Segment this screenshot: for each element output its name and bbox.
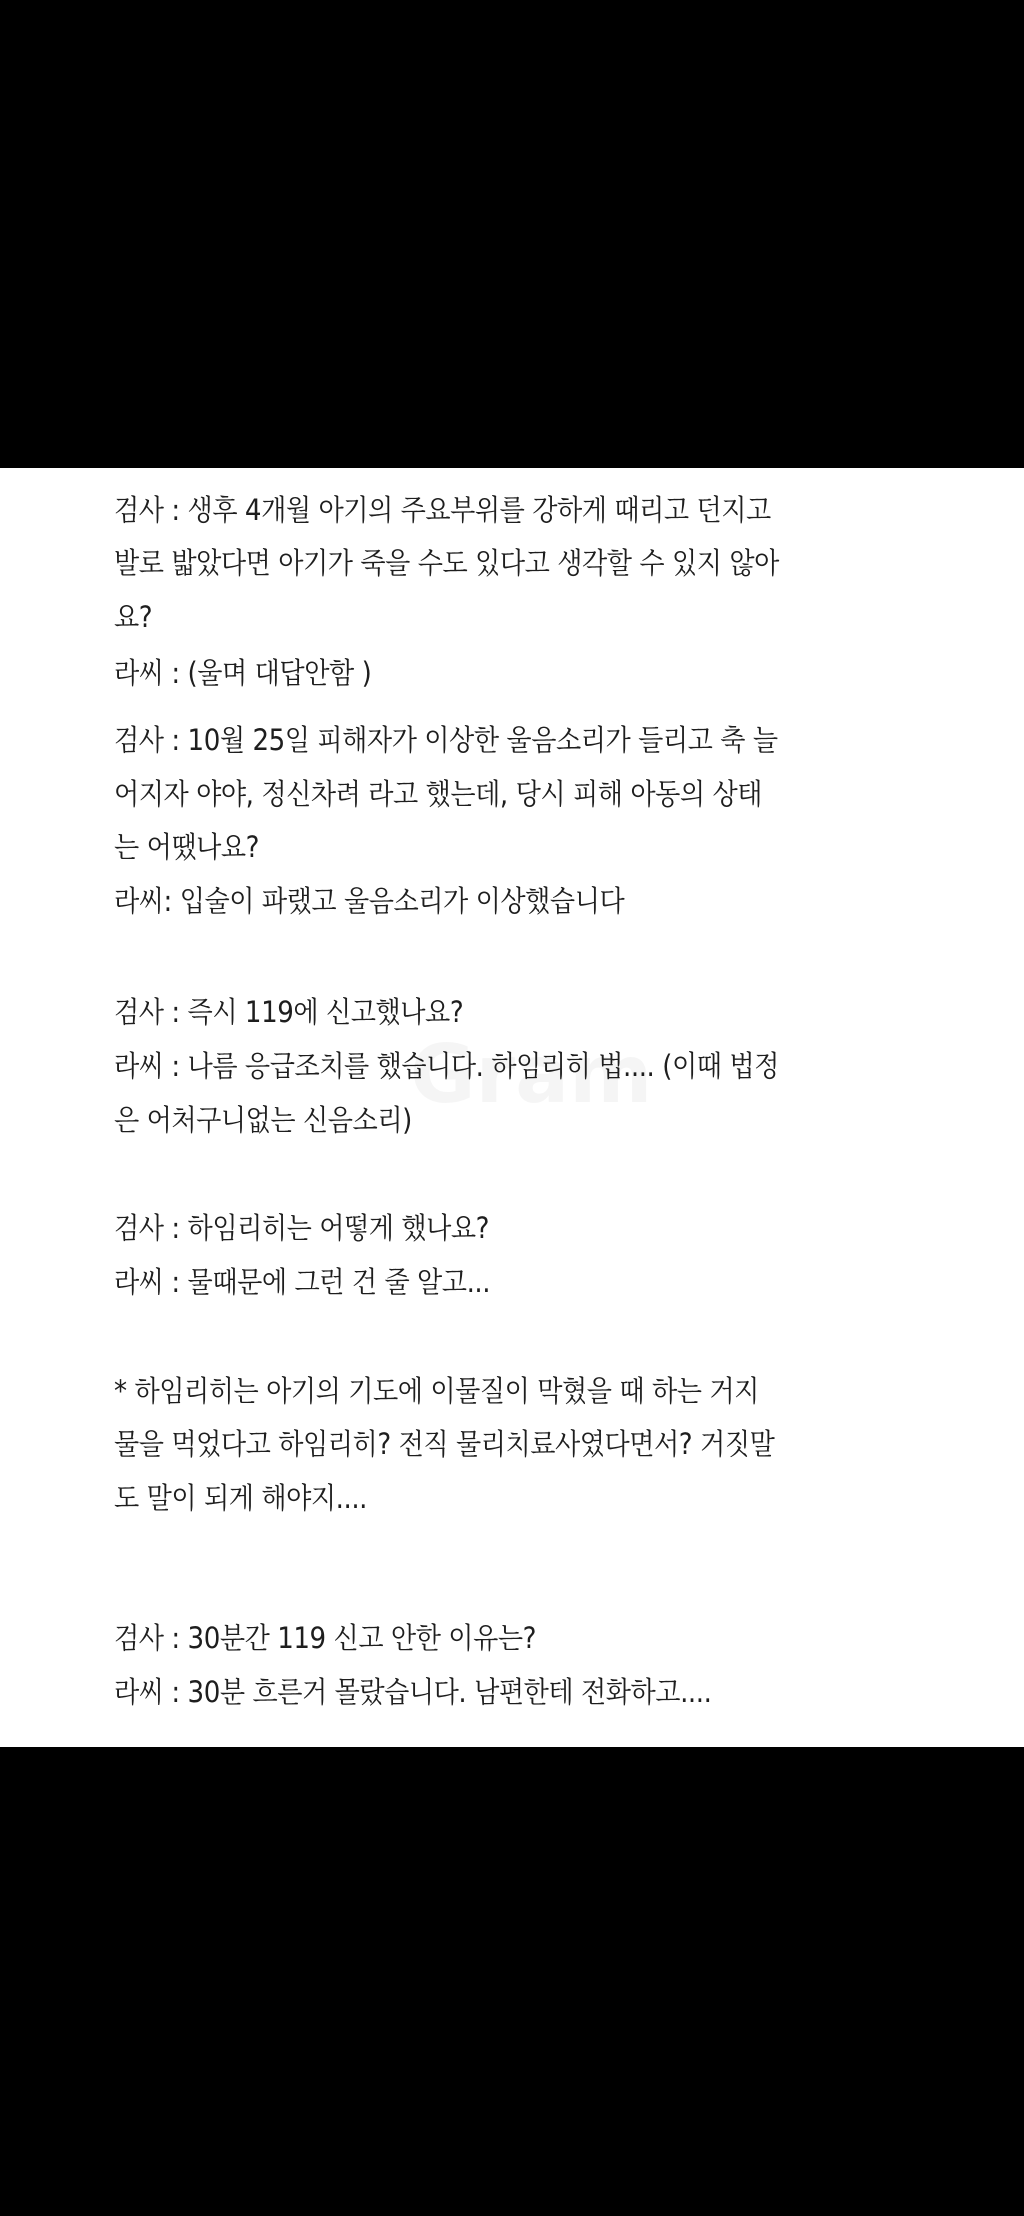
transcript-note: * 하임리히는 아기의 기도에 이물질이 막혔을 때 하는 거지 <box>114 1374 759 1408</box>
transcript-line: 라씨 : 30분 흐른거 몰랐습니다. 남편한테 전화하고.... <box>114 1675 712 1709</box>
transcript-line: 발로 밟았다면 아기가 죽을 수도 있다고 생각할 수 있지 않아 <box>114 546 779 580</box>
transcript-document <box>0 468 1024 1747</box>
transcript-line: 는 어땠나요? <box>114 830 260 864</box>
transcript-line: 라씨 : (울며 대답안함 ) <box>114 656 372 690</box>
transcript-line: 검사 : 생후 4개월 아기의 주요부위를 강하게 때리고 던지고 <box>114 493 771 527</box>
transcript-line: 라씨: 입술이 파랬고 울음소리가 이상했습니다 <box>114 884 625 918</box>
transcript-line: 은 어처구니없는 신음소리) <box>114 1103 412 1137</box>
transcript-line: 검사 : 하임리히는 어떻게 했나요? <box>114 1211 490 1245</box>
transcript-line: 검사 : 30분간 119 신고 안한 이유는? <box>114 1621 537 1655</box>
transcript-line: 어지자 야야, 정신차려 라고 했는데, 당시 피해 아동의 상태 <box>114 777 763 811</box>
transcript-line: 검사 : 10월 25일 피해자가 이상한 울음소리가 들리고 축 늘 <box>114 723 778 757</box>
transcript-line: 검사 : 즉시 119에 신고했나요? <box>114 995 464 1029</box>
transcript-note: 물을 먹었다고 하임리히? 전직 물리치료사였다면서? 거짓말 <box>114 1427 775 1461</box>
transcript-line: 라씨 : 물때문에 그런 건 줄 알고... <box>114 1265 491 1299</box>
transcript-line: 요? <box>114 600 153 634</box>
transcript-note: 도 말이 되게 해야지.... <box>114 1481 368 1515</box>
transcript-line: 라씨 : 나름 응급조치를 했습니다. 하임리히 법.... (이때 법정 <box>114 1049 779 1083</box>
